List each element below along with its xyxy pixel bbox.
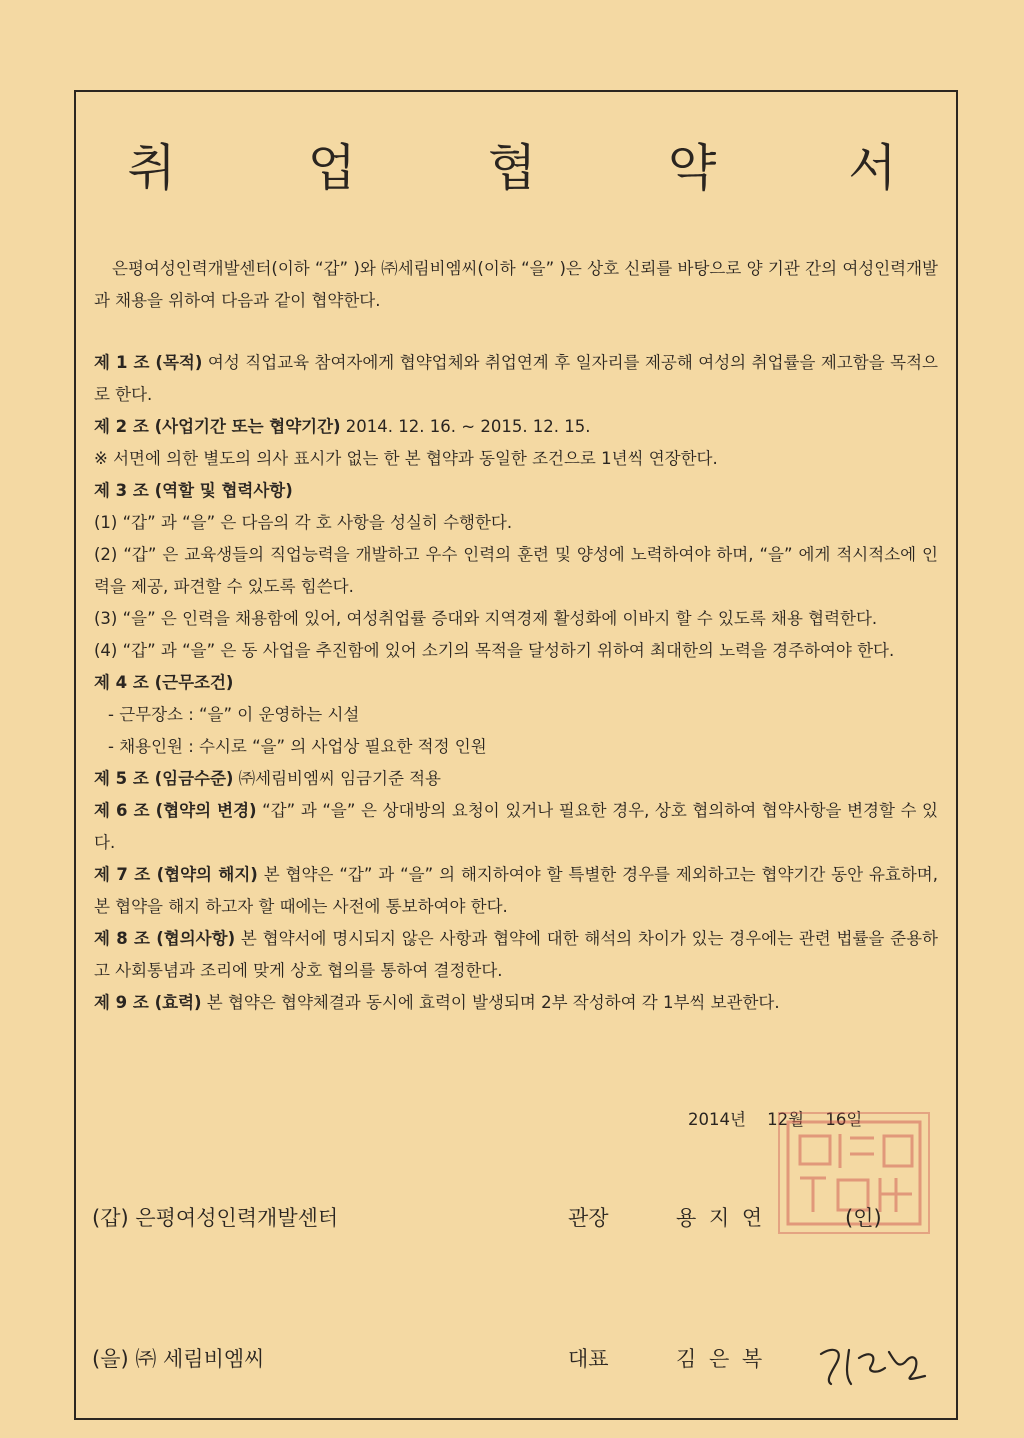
signature-icon [815, 1340, 935, 1390]
article-9-text: 본 협약은 협약체결과 동시에 효력이 발생되며 2부 작성하여 각 1부씩 보관한다. [201, 993, 780, 1012]
article-8-text: 본 협약서에 명시되지 않은 사항과 협약에 대한 해석의 차이가 있는 경우에는 관련 법률을 준용하고 사회통념과 조리에 맞게 상호 협의를 통하여 결정한다. [94, 929, 938, 980]
article-4-item-1: - 근무장소 : “을” 이 운영하는 시설 [108, 705, 360, 724]
article-3-item-2: (2) “갑” 은 교육생들의 직업능력을 개발하고 우수 인력의 훈련 및 양성에 노력하여야 하며, “을” 에게 적시적소에 인력을 제공, 파견할 수 있도록 힘쓴다. [94, 545, 938, 596]
article-9-heading: 제 9 조 (효력) [94, 993, 202, 1012]
article-3-item-1: (1) “갑” 과 “을” 은 다음의 각 호 사항을 성실히 수행한다. [94, 513, 513, 532]
article-2-heading: 제 2 조 (사업기간 또는 협약기간) [94, 417, 341, 436]
party-a-seal-mark: (인) [845, 1206, 882, 1230]
article-7 [94, 859, 938, 923]
party-a-name: 용 지 연 [676, 1206, 763, 1230]
party-b-role: 대표 [568, 1347, 609, 1371]
article-7-text: 본 협약은 “갑” 과 “을” 의 해지하여야 할 특별한 경우를 제외하고는 협약기간 동안 유효하며, 본 협약을 해지 하고자 할 때에는 사전에 통보하여야 한다. [94, 865, 938, 916]
intro-paragraph: 은평여성인력개발센터(이하 “갑” )와 ㈜세림비엠씨(이하 “을” )은 상호 신뢰를 바탕으로 양 기관 간의 여성인력개발과 채용을 위하여 다음과 같이 협약한다. [94, 259, 938, 310]
article-4-item-2: - 채용인원 : 수시로 “을” 의 사업상 필요한 적정 인원 [108, 737, 487, 756]
article-8 [94, 923, 938, 987]
article-6-text: “갑” 과 “을” 은 상대방의 요청이 있거나 필요한 경우, 상호 협의하여 협약사항을 변경할 수 있다. [94, 801, 938, 852]
article-8-heading: 제 8 조 (협의사항) [94, 929, 236, 948]
article-2 [94, 411, 938, 443]
article-3-item-3: (3) “을” 은 인력을 채용함에 있어, 여성취업률 증대와 지역경제 활성화에 이바지 할 수 있도록 채용 협력한다. [94, 609, 878, 628]
spacer [94, 317, 938, 347]
document-title: 취 업 협 약 서 [127, 139, 955, 197]
party-b-name: 김 은 복 [676, 1347, 763, 1371]
party-a-org: (갑) 은평여성인력개발센터 [92, 1206, 339, 1230]
article-1 [94, 347, 938, 411]
article-3-item-4: (4) “갑” 과 “을” 은 동 사업을 추진함에 있어 소기의 목적을 달성하기 위하여 최대한의 노력을 경주하여야 한다. [94, 641, 895, 660]
signing-date: 2014년 12월 16일 [688, 1110, 863, 1129]
article-1-text: 여성 직업교육 참여자에게 협약업체와 취업연계 후 일자리를 제공해 여성의 취업률을 제고함을 목적으로 한다. [94, 353, 938, 404]
article-9 [94, 987, 938, 1019]
article-2-text: 2014. 12. 16. ~ 2015. 12. 15. [340, 417, 591, 436]
article-6 [94, 795, 938, 859]
article-3-heading: 제 3 조 (역할 및 협력사항) [94, 481, 293, 500]
party-b-org: (을) ㈜ 세림비엠씨 [92, 1347, 265, 1371]
article-2-note: ※ 서면에 의한 별도의 의사 표시가 없는 한 본 협약과 동일한 조건으로 1년씩 연장한다. [94, 449, 718, 468]
party-a-role: 관장 [568, 1206, 609, 1230]
article-6-heading: 제 6 조 (협약의 변경) [94, 801, 257, 820]
article-5-heading: 제 5 조 (임금수준) [94, 769, 234, 788]
article-5 [94, 763, 938, 795]
agreement-body [94, 253, 938, 1019]
article-1-heading: 제 1 조 (목적) [94, 353, 203, 372]
article-5-text: ㈜세림비엠씨 임금기준 적용 [233, 769, 442, 788]
article-7-heading: 제 7 조 (협약의 해지) [94, 865, 258, 884]
article-4-heading: 제 4 조 (근무조건) [94, 673, 234, 692]
